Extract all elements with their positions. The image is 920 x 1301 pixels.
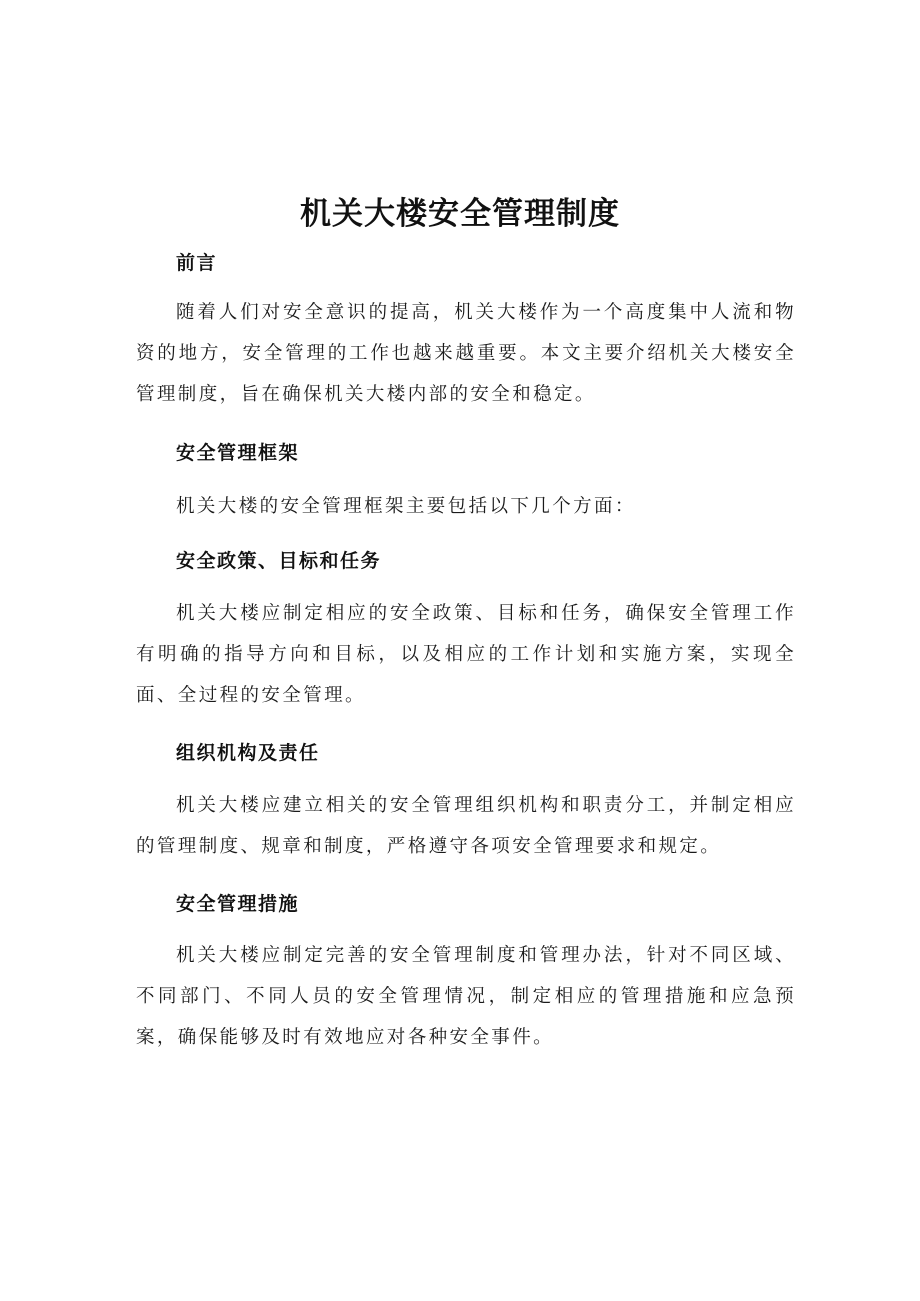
section-heading-measures: 安全管理措施 [176,893,300,915]
section-heading-framework: 安全管理框架 [176,442,300,464]
section-paragraph-framework: 机关大楼的安全管理框架主要包括以下几个方面： [176,496,636,517]
section-paragraph-preface: 随着人们对安全意识的提高，机关大楼作为一个高度集中人流和物资的地方，安全管理的工作也越来越重要。本文主要介绍机关大楼安全管理制度，旨在确保机关大楼内部的安全和稳定。 [136,302,796,405]
section-paragraph-measures: 机关大楼应制定完善的安全管理制度和管理办法，针对不同区域、不同部门、不同人员的安全管理情况，制定相应的管理措施和应急预案，确保能够及时有效地应对各种安全事件。 [136,945,796,1048]
section-paragraph-policy: 机关大楼应制定相应的安全政策、目标和任务，确保安全管理工作有明确的指导方向和目标，以及相应的工作计划和实施方案，实现全面、全过程的安全管理。 [136,603,796,706]
section-heading-policy: 安全政策、目标和任务 [176,550,382,572]
document-title: 机关大楼安全管理制度 [300,196,620,232]
section-heading-preface: 前言 [176,252,218,274]
section-heading-organization: 组织机构及责任 [176,742,320,764]
section-paragraph-organization: 机关大楼应建立相关的安全管理组织机构和职责分工，并制定相应的管理制度、规章和制度，严格遵守各项安全管理要求和规定。 [136,795,796,857]
